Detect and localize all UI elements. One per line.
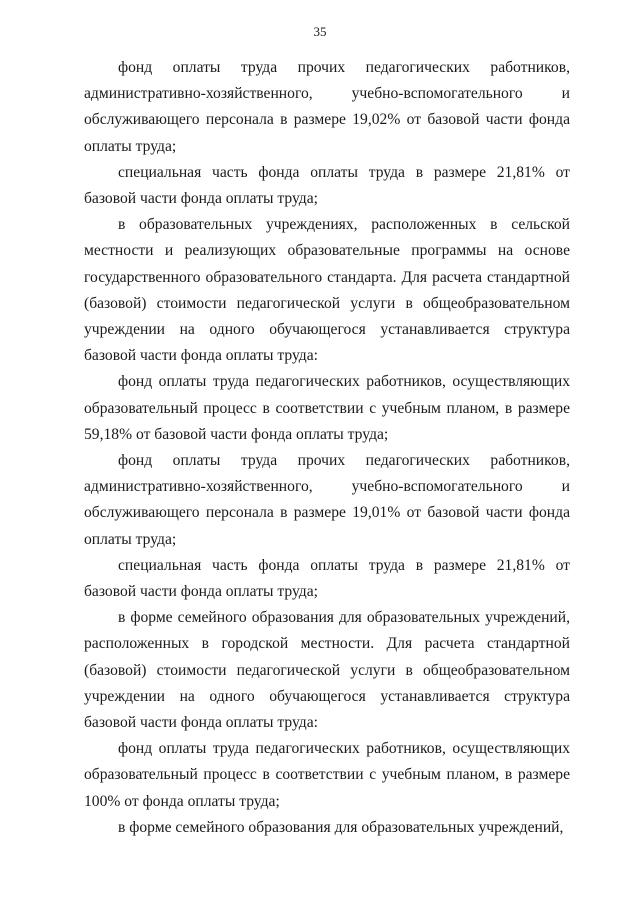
paragraph-teacher-fund-family: фонд оплаты труда педагогических работников, осуществляющих образовательный процесс в соответствии с учебным планом, в размере 100% от фонда оплаты труда;	[84, 740, 570, 810]
paragraph-other-staff-fund-urban: фонд оплаты труда прочих педагогических работников, административно-хозяйственного, учебно-вспомогательного и обслуживающего персонала в размере 19,02% от базовой части фонда оплаты труда;	[84, 59, 570, 155]
paragraph-family-education-continued: в форме семейного образования для образовательных учреждений,	[118, 818, 564, 836]
paragraph-teacher-fund-rural: фонд оплаты труда педагогических работников, осуществляющих образовательный процесс в соответствии с учебным планом, в размере 59,18% от базовой части фонда оплаты труда;	[84, 373, 570, 443]
paragraph-special-part-rural: специальная часть фонда оплаты труда в размере 21,81% от базовой части фонда оплаты труда;	[84, 556, 570, 601]
page-number: 35	[313, 24, 327, 39]
paragraph-family-education-urban: в форме семейного образования для образовательных учреждений, расположенных в городской местности. Для расчета стандартной (базовой) стоимости педагогической услуги в общеобразовательном учреждении на одного обучающегося устанавливается структура базовой части фонда оплаты труда:	[84, 609, 570, 732]
paragraph-special-part-urban: специальная часть фонда оплаты труда в размере 21,81% от базовой части фонда оплаты труда;	[84, 163, 570, 208]
paragraph-other-staff-fund-rural: фонд оплаты труда прочих педагогических работников, административно-хозяйственного, учебно-вспомогательного и обслуживающего персонала в размере 19,01% от базовой части фонда оплаты труда;	[84, 452, 570, 548]
document-body	[84, 55, 570, 841]
paragraph-rural-institutions: в образовательных учреждениях, расположенных в сельской местности и реализующих образовательные программы на основе государственного образовательного стандарта. Для расчета стандартной (базовой) стоимости педагогической услуги в общеобразовательном учреждении на одного обучающегося устанавливается структура базовой части фонда оплаты труда:	[84, 216, 570, 365]
